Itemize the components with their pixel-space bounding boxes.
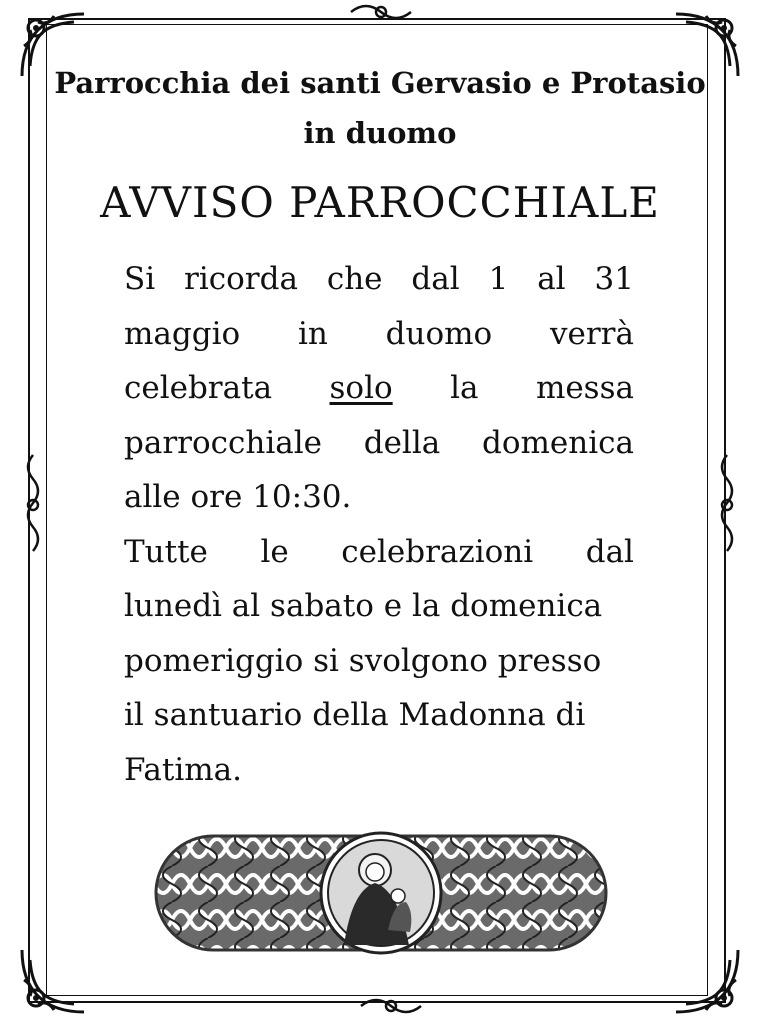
parish-location: in duomo bbox=[303, 116, 457, 150]
word: parrocchiale bbox=[124, 424, 322, 461]
word: dal bbox=[585, 533, 634, 570]
word: domenica bbox=[482, 424, 634, 461]
right-side-ornament-icon bbox=[712, 450, 742, 560]
word: messa bbox=[535, 370, 634, 406]
word: 31 bbox=[594, 261, 634, 297]
notice-title: AVVISO PARROCCHIALE bbox=[100, 178, 660, 227]
word: Tutte bbox=[124, 533, 208, 570]
word: 1 bbox=[488, 261, 509, 297]
word: ricorda bbox=[184, 261, 298, 297]
notice-line-8: pomeriggio si svolgono presso bbox=[124, 642, 602, 679]
notice-line-1 bbox=[124, 252, 634, 307]
notice-line-3 bbox=[124, 361, 634, 416]
word: dal bbox=[411, 261, 460, 297]
word: che bbox=[326, 261, 383, 297]
word: duomo bbox=[385, 315, 493, 352]
bottom-center-ornament-icon bbox=[356, 994, 426, 1020]
left-side-ornament-icon bbox=[18, 450, 48, 560]
notice-line-6 bbox=[124, 525, 634, 580]
word: verrà bbox=[549, 315, 634, 352]
word: celebrazioni bbox=[341, 533, 534, 570]
word: celebrata bbox=[124, 370, 273, 406]
top-center-ornament-icon bbox=[346, 0, 416, 26]
madonna-icon bbox=[321, 833, 441, 953]
notice-line-2 bbox=[124, 307, 634, 362]
notice-line-5: alle ore 10:30. bbox=[124, 479, 352, 515]
word: le bbox=[260, 533, 289, 570]
emphasis-word-solo: solo bbox=[329, 370, 393, 406]
notice-line-10: Fatima. bbox=[124, 751, 242, 788]
notice-line-4 bbox=[124, 416, 634, 471]
word: della bbox=[363, 424, 441, 461]
decorative-banner bbox=[154, 830, 608, 956]
notice-line-7: lunedì al sabato e la domenica bbox=[124, 588, 603, 624]
parish-name: Parrocchia dei santi Gervasio e Protasio bbox=[54, 66, 706, 100]
word: maggio bbox=[124, 315, 241, 352]
word: Si bbox=[124, 261, 156, 297]
corner-ornament-bottom-left-icon bbox=[14, 942, 92, 1020]
parish-header bbox=[50, 58, 710, 158]
word: al bbox=[537, 261, 566, 297]
word: in bbox=[297, 315, 328, 352]
notice-line-9: il santuario della Madonna di bbox=[124, 697, 586, 733]
notice-body bbox=[124, 252, 634, 797]
corner-ornament-bottom-right-icon bbox=[668, 942, 746, 1020]
word: la bbox=[450, 370, 479, 406]
